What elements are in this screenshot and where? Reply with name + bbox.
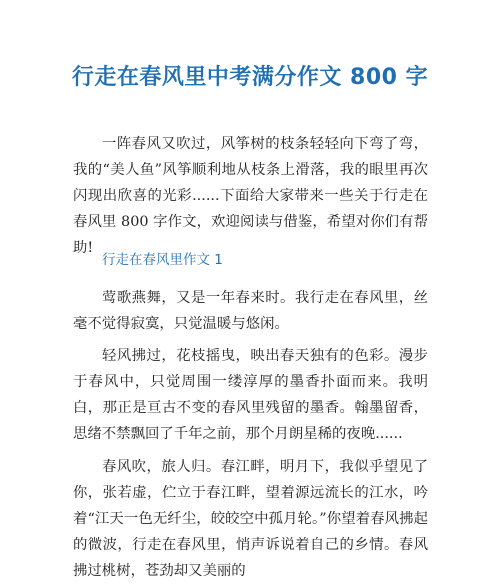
section-subheading: 行走在春风里作文 1 (102, 252, 223, 268)
article-title: 行走在春风里中考满分作文 800 字 (71, 65, 429, 90)
body-paragraph-1: 莺歌燕舞，又是一年春来时。我行走在春风里，丝毫不觉得寂寞，只觉温暖与悠闲。 (73, 290, 428, 332)
intro-paragraph: 一阵春风又吹过，风筝树的枝条轻轻向下弯了弯，我的“美人鱼”风筝顺利地从枝条上滑落，我的眼里再次闪现出欣喜的光彩......下面给大家带来一些关于行走在春风里 800 字作文，欢迎阅读与借鉴，希望对你们有帮助! (73, 136, 428, 256)
body-paragraph-3: 春风吹，旅人归。春江畔，明月下，我似乎望见了你，张若虚，伫立于春江畔，望着源远流长的江水，吟着“江天一色无纤尘，皎皎空中孤月轮。”你望着春风拂起的微波，行走在春风里，悄声诉说着自己的乡情。春风拂过桃树，苍劲却又美丽的 (73, 459, 428, 579)
body-paragraph-2: 轻风拂过，花枝摇曳，映出春天独有的色彩。漫步于春风中，只觉周围一缕淳厚的墨香扑面而来。我明白，那正是亘古不变的春风里残留的墨香。翰墨留香，思绪不禁飘回了千年之前，那个月朗星稀的夜晚...... (73, 348, 428, 442)
